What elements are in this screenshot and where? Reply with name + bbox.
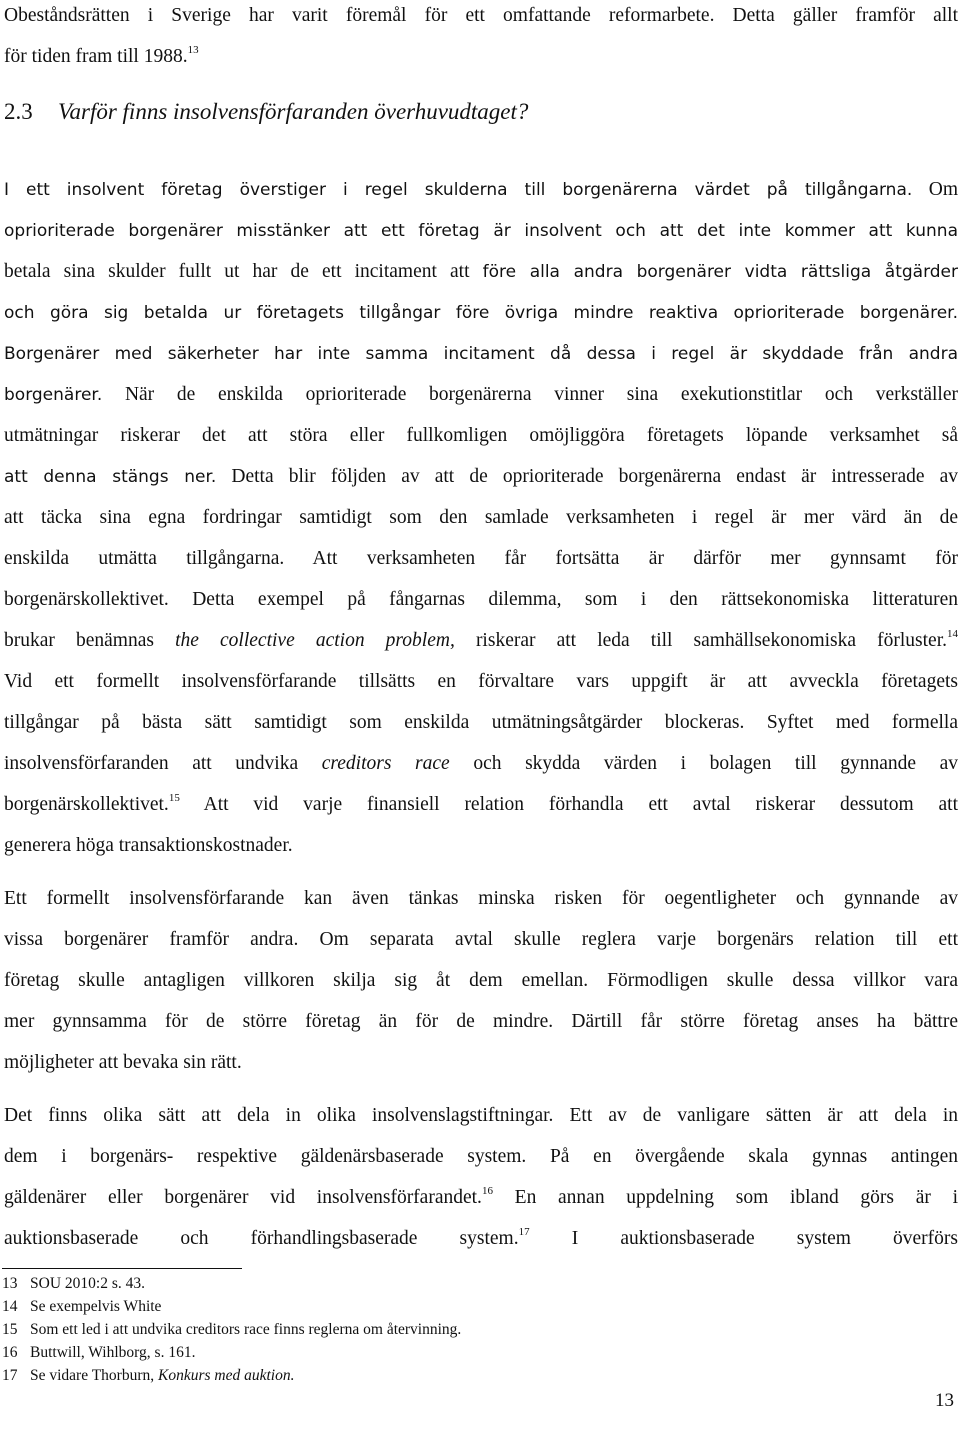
page-number: 13 <box>935 1390 954 1411</box>
paragraph-line: möjligheter att bevaka sin rätt. <box>4 1052 242 1073</box>
paragraph-line: att denna stängs ner. Detta blir följden av att de oprioriterade borgenärerna endast är intresserade av <box>4 466 959 487</box>
footnote-ref[interactable]: 17 <box>518 1226 530 1238</box>
paragraph-line: Det finns olika sätt att dela in olika insolvenslagstiftningar. Ett av de vanligare sätten är att dela in <box>4 1105 958 1126</box>
paragraph-line: borgenärskollektivet. Detta exempel på fångarnas dilemma, som i den rättsekonomiska litteraturen <box>4 589 958 610</box>
paragraph-line: mer gynnsamma för de större företag än för de mindre. Därtill får större företag anses ha bättre <box>4 1011 958 1032</box>
section-number: 2.3 <box>4 99 33 124</box>
footnote: 14 Se exempelvis White <box>2 1298 162 1315</box>
paragraph-line: dem i borgenärs- respektive gäldenärsbaserade system. På en övergående skala gynnas antingen <box>4 1146 958 1167</box>
paragraph-line: enskilda utmätta tillgångarna. Att verksamheten får fortsätta är därför mer gynnsamt för <box>4 548 958 569</box>
paragraph-line: Vid ett formellt insolvensförfarande tillsätts en förvaltare vars uppgift är att avveckla företagets <box>4 671 958 692</box>
paragraph-line: borgenärskollektivet.$^{15}$ Att vid varje finansiell relation förhandla ett avtal riskerar dessutom att <box>4 792 958 815</box>
paragraph-line: att täcka sina egna fordringar samtidigt som den samlade verksamheten i regel är mer värd än de <box>4 507 958 528</box>
footnote-ref[interactable]: 16 <box>481 1185 493 1197</box>
paragraph-line: oprioriterade borgenärer misstänker att ett företag är insolvent och att det inte kommer att kunna <box>4 221 958 241</box>
footnote: 16 Buttwill, Wihlborg, s. 161. <box>2 1344 196 1361</box>
footnote: 15 Som ett led i att undvika creditors race finns reglerna om återvinning. <box>2 1321 462 1338</box>
section-heading <box>4 100 528 124</box>
paragraph-line: insolvensförfaranden att undvika creditors race och skydda värden i bolagen till gynnande av <box>4 753 959 774</box>
paragraph-line: och göra sig betalda ur företagets tillgångar före övriga mindre reaktiva oprioriterade borgenärer. <box>4 303 958 323</box>
paragraph-line: företag skulle antagligen villkoren skilja sig åt dem emellan. Förmodligen skulle dessa villkor vara <box>4 970 958 991</box>
paragraph-line: auktionsbaserade och förhandlingsbaserade system.$^{17}$ I auktionsbaserade system överförs <box>4 1226 959 1249</box>
paragraph-line: Borgenärer med säkerheter har inte samma incitament då dessa i regel är skyddade från andra <box>4 344 958 364</box>
paragraph-line: betala sina skulder fullt ut har de ett incitament att före alla andra borgenärer vidta rättsliga åtgärder <box>4 261 959 282</box>
paragraph-line: Ett formellt insolvensförfarande kan även tänkas minska risken för oegentligheter och gynnande av <box>4 888 958 909</box>
paragraph-line: borgenärer. När de enskilda oprioriterade borgenärerna vinner sina exekutionstitlar och verkställer <box>4 384 958 405</box>
footnote-separator <box>2 1268 242 1269</box>
paragraph-line: gäldenärer eller borgenärer vid insolvensförfarandet.$^{16}$ En annan uppdelning som ibland görs är i <box>4 1185 959 1208</box>
section-title: Varför finns insolvensförfaranden överhuvudtaget? <box>58 99 529 124</box>
footnote-ref[interactable]: 14 <box>947 628 958 640</box>
footnote-ref[interactable]: 13 <box>187 44 199 56</box>
paragraph-line: vissa borgenärer framför andra. Om separata avtal skulle reglera varje borgenärs relation till ett <box>4 929 958 950</box>
footnote: 13 SOU 2010:2 s. 43. <box>2 1275 145 1292</box>
paragraph-line: utmätningar riskerar det att störa eller fullkomligen omöjliggöra företagets löpande verksamhet så <box>4 425 958 446</box>
paragraph-line: generera höga transaktionskostnader. <box>4 835 293 856</box>
footnote-ref[interactable]: 15 <box>168 792 180 804</box>
paragraph-line: I ett insolvent företag överstiger i regel skulderna till borgenärerna värdet på tillgångarna. Om <box>4 179 959 200</box>
paragraph-line: tillgångar på bästa sätt samtidigt som enskilda utmätningsåtgärder blockeras. Syftet med formella <box>4 712 958 733</box>
footnote: 17 Se vidare Thorburn, Konkurs med auktion. <box>2 1367 295 1384</box>
intro-line: för tiden fram till 1988.13 <box>4 44 199 67</box>
paragraph-line: brukar benämnas the collective action problem, riskerar att leda till samhällsekonomiska förluster.$^{14}$ <box>4 628 958 651</box>
intro-line: Obeståndsrätten i Sverige har varit föremål för ett omfattande reformarbete. Detta gäller framför allt <box>4 5 958 26</box>
